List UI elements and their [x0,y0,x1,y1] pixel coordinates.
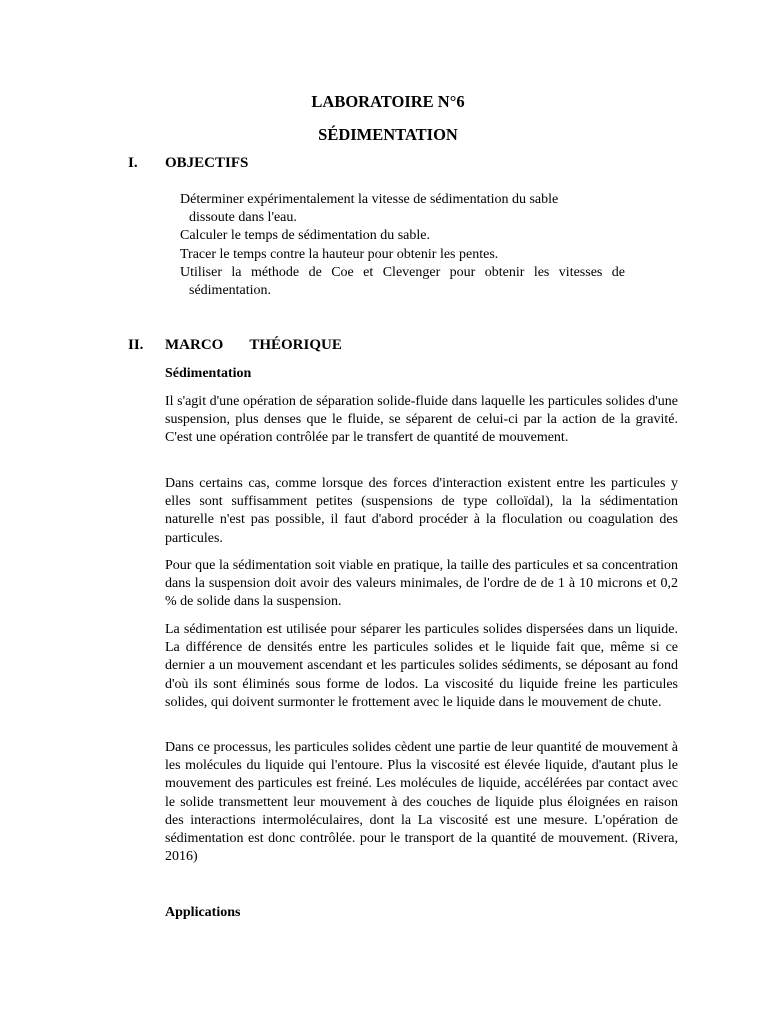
paragraph: Pour que la sédimentation soit viable en pratique, la taille des particules et sa concentration dans la suspension doit avoir des valeurs minimales, de l'ordre de de 1 à 10 microns et 0,2 % de solide dans la suspension. [165,558,678,610]
document-subtitle: SÉDIMENTATION [318,125,458,144]
section-theory-number: II. [128,337,144,353]
objectives-list [167,191,625,300]
document-title: LABORATOIRE N°6 [311,92,465,111]
objective-text: Utiliser la méthode de Coe et Clevenger pour obtenir les vitesses de [180,264,625,280]
section-theory-title-word2: THÉORIQUE [249,337,342,353]
objective-text: Calculer le temps de sédimentation du sable. [180,228,430,244]
objective-text-continued: dissoute dans l'eau. [189,210,297,226]
paragraph: Il s'agit d'une opération de séparation solide-fluide dans laquelle les particules solides d'une suspension, plus denses que le fluide, se séparent de celui-ci par la action de la gravité. C'est une opération contrôlée par le transfert de quantité de mouvement. [165,394,678,446]
section-objectives-number: I. [128,155,138,171]
section-theory-title-word1: MARCO [165,337,224,353]
objective-item [167,191,625,227]
subheading-sedimentation: Sédimentation [165,366,252,381]
section-objectives-title: OBJECTIFS [165,155,249,171]
objective-item [167,246,625,264]
objective-text: Déterminer expérimentalement la vitesse de sédimentation du sable [180,192,559,207]
objective-text-continued: sédimentation. [189,283,272,299]
paragraph: Dans certains cas, comme lorsque des forces d'interaction existent entre les particules y elles sont suffisamment petites (suspensions de type colloïdal), la la sédimentation naturelle n'est pas possible, il faut d'abord procéder à la floculation ou coagulation des particules. [165,476,678,546]
paragraph: Dans ce processus, les particules solides cèdent une partie de leur quantité de mouvement à les molécules du liquide qui l'entoure. Plus la viscosité est élevée liquide, d'autant plus le mouvement des particules est freiné. Les molécules de liquide, accélérées par contact avec le solide transmettent leur mouvement à des couches de liquide plus éloignées en raison des interactions intermoléculaires, dont la La viscosité est une mesure. L'opération de sédimentation est donc contrôlée. pour le transport de la quantité de mouvement. (Rivera, 2016) [165,740,678,865]
subheading-applications: Applications [165,905,241,920]
objective-item [167,227,625,245]
section-theory-title [165,337,342,354]
objective-text: Tracer le temps contre la hauteur pour obtenir les pentes. [180,246,499,262]
objective-item [167,264,625,300]
paragraph: La sédimentation est utilisée pour séparer les particules solides dispersées dans un liquide. La différence de densités entre les particules solides et le liquide fait que, même si ce dernier a un mouvement ascendant et les particules solides sédiments, se déposant au fond d'où ils sont éliminés sous forme de lodos. La viscosité du liquide freine les particules solides, qui doivent surmonter le frottement avec le liquide dans le mouvement de chute. [165,622,678,710]
